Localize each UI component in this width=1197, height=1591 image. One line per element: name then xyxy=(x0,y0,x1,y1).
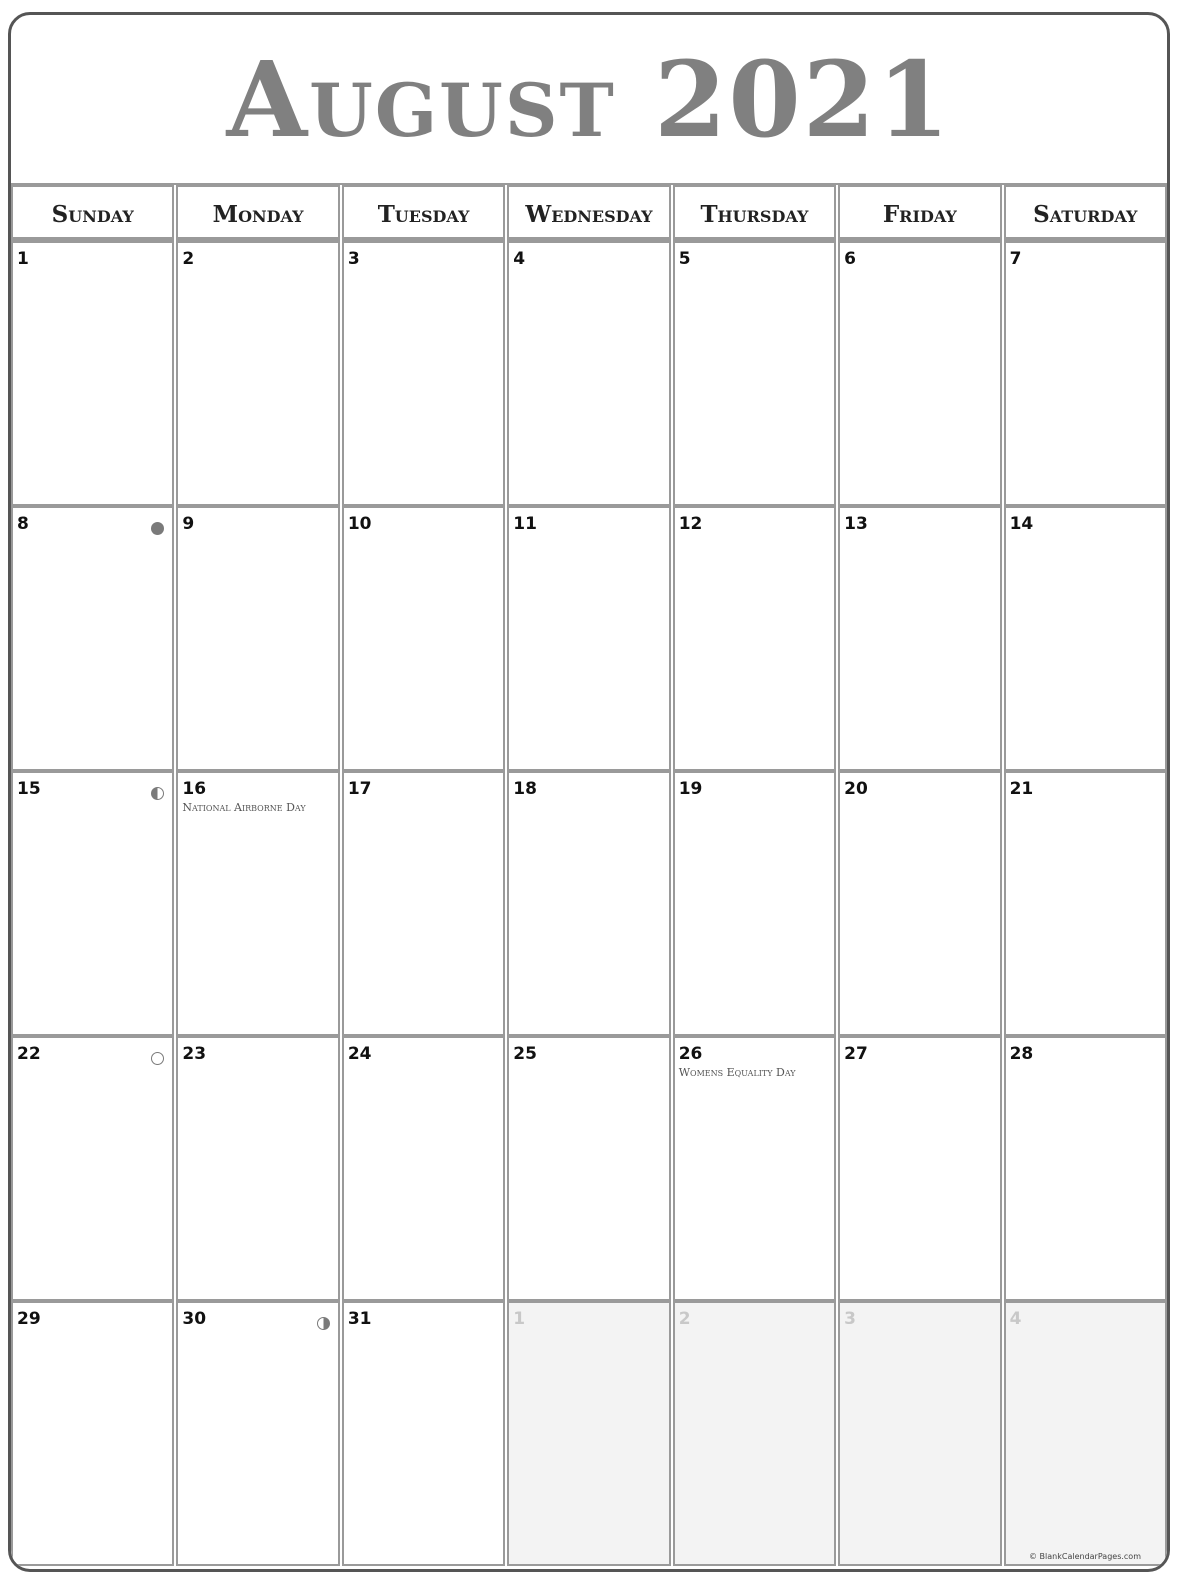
day-number: 19 xyxy=(678,779,703,799)
holiday-label: Womens Equality Day xyxy=(678,1066,796,1079)
holiday-label: National Airborne Day xyxy=(182,801,306,814)
day-number: 7 xyxy=(1009,249,1022,269)
day-number: 10 xyxy=(347,514,372,534)
weekday-header-wednesday: Wednesday xyxy=(507,185,670,241)
weekday-header-saturday: Saturday xyxy=(1004,185,1167,241)
day-number: 20 xyxy=(844,779,868,799)
day-cell[interactable] xyxy=(342,1036,505,1301)
day-cell[interactable] xyxy=(176,506,339,771)
day-cell[interactable] xyxy=(838,771,1001,1036)
day-number: 4 xyxy=(513,249,526,269)
day-cell[interactable] xyxy=(11,241,174,506)
day-cell-next-month[interactable] xyxy=(673,1301,836,1566)
day-cell[interactable] xyxy=(838,506,1001,771)
day-cell[interactable] xyxy=(673,1036,836,1301)
day-number: 27 xyxy=(844,1044,868,1064)
day-number: 21 xyxy=(1009,779,1034,799)
calendar-grid xyxy=(11,185,1167,1566)
day-number: 12 xyxy=(678,514,703,534)
day-number: 16 xyxy=(182,779,207,799)
day-number: 28 xyxy=(1009,1044,1034,1064)
day-number: 3 xyxy=(347,249,360,269)
day-cell[interactable] xyxy=(11,1036,174,1301)
day-number: 8 xyxy=(17,514,29,534)
day-cell[interactable] xyxy=(176,241,339,506)
weekday-header-tuesday: Tuesday xyxy=(342,185,505,241)
day-cell[interactable] xyxy=(1004,771,1167,1036)
day-number: 2 xyxy=(678,1309,691,1329)
day-number: 9 xyxy=(182,514,195,534)
day-cell[interactable] xyxy=(11,771,174,1036)
day-cell[interactable] xyxy=(342,241,505,506)
day-number: 26 xyxy=(678,1044,703,1064)
day-number: 30 xyxy=(182,1309,207,1329)
day-number: 11 xyxy=(513,514,537,534)
day-cell-next-month[interactable] xyxy=(507,1301,670,1566)
day-number: 6 xyxy=(844,249,856,269)
day-cell-next-month[interactable] xyxy=(1004,1301,1167,1566)
day-number: 14 xyxy=(1009,514,1034,534)
weekday-header-thursday: Thursday xyxy=(673,185,836,241)
day-number: 23 xyxy=(182,1044,207,1064)
day-cell[interactable] xyxy=(673,506,836,771)
credit-text: © BlankCalendarPages.com xyxy=(1029,1552,1141,1561)
moon-last-icon xyxy=(317,1317,330,1330)
day-number: 1 xyxy=(17,249,29,269)
weekday-header-monday: Monday xyxy=(176,185,339,241)
calendar-title: August 2021 xyxy=(11,15,1167,185)
day-cell[interactable] xyxy=(673,241,836,506)
day-cell[interactable] xyxy=(11,506,174,771)
moon-new-icon xyxy=(151,522,164,535)
day-number: 18 xyxy=(513,779,537,799)
day-cell[interactable] xyxy=(507,771,670,1036)
day-number: 29 xyxy=(17,1309,41,1329)
day-cell[interactable] xyxy=(507,506,670,771)
day-cell[interactable] xyxy=(342,1301,505,1566)
calendar-page xyxy=(8,12,1170,1572)
day-number: 22 xyxy=(17,1044,41,1064)
day-cell[interactable] xyxy=(1004,241,1167,506)
day-cell[interactable] xyxy=(342,506,505,771)
day-cell[interactable] xyxy=(11,1301,174,1566)
day-cell-next-month[interactable] xyxy=(838,1301,1001,1566)
day-number: 24 xyxy=(347,1044,372,1064)
day-number: 15 xyxy=(17,779,41,799)
day-number: 5 xyxy=(678,249,691,269)
day-cell[interactable] xyxy=(176,1301,339,1566)
day-number: 4 xyxy=(1009,1309,1022,1329)
day-cell[interactable] xyxy=(838,1036,1001,1301)
day-cell[interactable] xyxy=(342,771,505,1036)
day-number: 1 xyxy=(513,1309,526,1329)
day-number: 2 xyxy=(182,249,195,269)
weekday-header-sunday: Sunday xyxy=(11,185,174,241)
weekday-header-friday: Friday xyxy=(838,185,1001,241)
day-number: 17 xyxy=(347,779,372,799)
day-cell[interactable] xyxy=(176,1036,339,1301)
day-cell[interactable] xyxy=(507,241,670,506)
day-cell[interactable] xyxy=(1004,1036,1167,1301)
day-number: 13 xyxy=(844,514,868,534)
day-cell[interactable] xyxy=(838,241,1001,506)
day-cell[interactable] xyxy=(176,771,339,1036)
day-cell[interactable] xyxy=(507,1036,670,1301)
moon-full-icon xyxy=(151,1052,164,1065)
moon-first-icon xyxy=(151,787,164,800)
day-cell[interactable] xyxy=(673,771,836,1036)
day-number: 3 xyxy=(844,1309,856,1329)
day-number: 31 xyxy=(347,1309,372,1329)
day-number: 25 xyxy=(513,1044,537,1064)
day-cell[interactable] xyxy=(1004,506,1167,771)
